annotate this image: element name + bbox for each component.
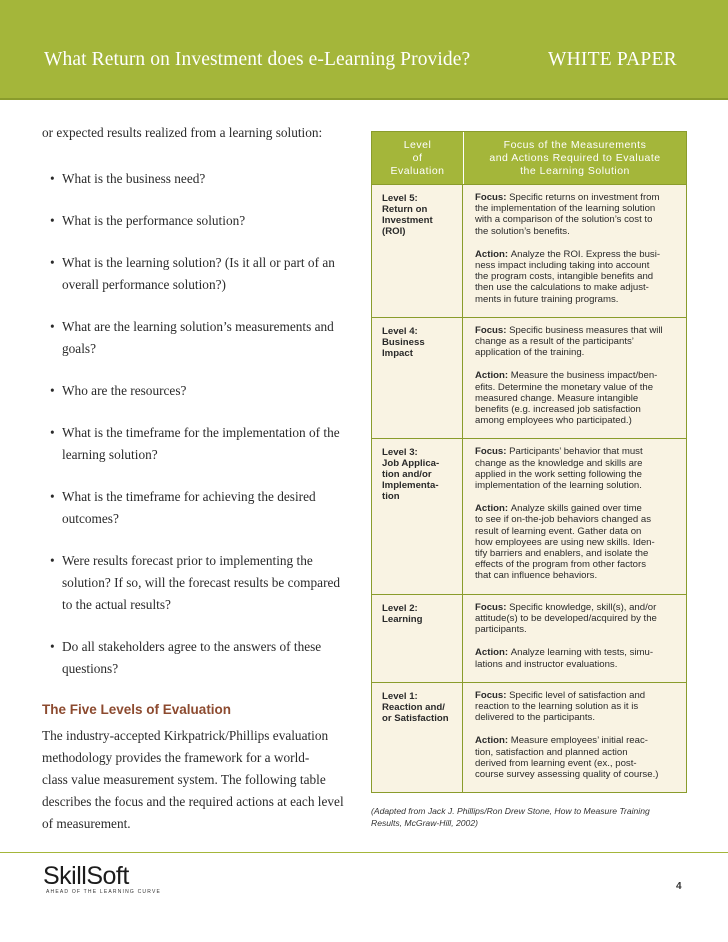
focus-text: with a comparison of the solution’s cost to — [475, 214, 653, 226]
action-text: that can influence behaviors. — [475, 570, 598, 582]
question-list-item — [42, 636, 360, 680]
level-text: Learning — [382, 613, 423, 625]
table-row — [372, 184, 686, 317]
question-list-item — [42, 486, 360, 530]
action-text: Measure the business impact/ben- — [510, 370, 658, 382]
table-header — [372, 132, 686, 184]
focus-text: Participants’ behavior that must — [509, 446, 643, 458]
question-text: solution? If so, will the forecast results be compared — [62, 575, 341, 590]
action-text: then use the calculations to make adjust- — [475, 282, 649, 294]
header-focus-and-actions — [464, 132, 686, 184]
action-text: Analyze learning with tests, simu- — [510, 647, 654, 659]
action-text: how employees are using new skills. Iden- — [475, 536, 655, 548]
action-text: measured change. Measure intangible — [475, 392, 639, 404]
level-cell — [372, 683, 463, 792]
level-text: Level 1: — [382, 690, 418, 702]
focus-text: application of the training. — [475, 347, 585, 359]
caption-text: Results, McGraw-Hill, 2002) — [371, 818, 478, 828]
document-type-label: WHITE PAPER — [548, 49, 677, 70]
bullet-point-icon: • — [50, 489, 55, 504]
question-text: outcomes? — [62, 511, 119, 526]
action-text: ments in future training programs. — [475, 293, 619, 305]
table-row — [372, 317, 686, 439]
level-text: (ROI) — [382, 226, 406, 237]
action-text: ness impact including taking into account — [475, 260, 650, 272]
question-text: learning solution? — [62, 447, 158, 462]
header-bar — [0, 0, 728, 100]
evaluation-levels-table — [371, 131, 687, 793]
action-text: efits. Determine the monetary value of the — [475, 381, 654, 393]
focus-paragraph — [475, 446, 680, 491]
header-text: of — [412, 152, 423, 164]
focus-text: Specific returns on investment from — [509, 192, 660, 203]
level-text: Investment — [382, 215, 433, 226]
focus-action-cell — [463, 439, 686, 593]
question-text: questions? — [62, 661, 119, 676]
level-text: Return on — [382, 204, 428, 215]
question-text: Were results forecast prior to implementing the — [62, 553, 313, 568]
header-level-of-evaluation — [372, 132, 464, 184]
focus-action-cell — [463, 318, 686, 439]
table-row — [372, 594, 686, 682]
action-text: among employees who participated.) — [475, 415, 632, 427]
header-divider — [0, 98, 728, 100]
intro-text: or expected results realized from a learning solution: — [42, 125, 323, 140]
question-text: What is the timeframe for the implementation of the — [62, 425, 340, 440]
section-body — [42, 725, 364, 835]
level-cell — [372, 318, 463, 439]
focus-text: Specific knowledge, skill(s), and/or — [509, 601, 657, 613]
section-body-line: methodology provides the framework for a world- — [42, 750, 310, 765]
question-text: Who are the resources? — [62, 383, 187, 398]
level-text: Level 5: — [382, 193, 418, 204]
focus-text: delivered to the participants. — [475, 712, 595, 724]
action-paragraph — [475, 249, 680, 305]
action-label: Action: — [475, 647, 511, 659]
action-text: tion, satisfaction and planned action — [475, 746, 628, 758]
action-paragraph — [475, 735, 680, 780]
focus-text: reaction to the learning solution as it is — [475, 700, 639, 712]
focus-action-cell — [463, 595, 686, 682]
question-list-item — [42, 422, 360, 466]
question-text: overall performance solution?) — [62, 277, 226, 292]
level-text: Level 3: — [382, 447, 418, 459]
question-list-item — [42, 316, 360, 360]
bullet-point-icon: • — [50, 383, 55, 398]
header-text: and Actions Required to Evaluate — [489, 152, 661, 164]
header-text: the Learning Solution — [520, 165, 630, 177]
focus-text: applied in the work setting following the — [475, 468, 642, 480]
caption-text: (Adapted from Jack J. Phillips/Ron Drew Stone, How to Measure Training — [371, 806, 650, 816]
action-paragraph — [475, 370, 680, 426]
question-text: goals? — [62, 341, 96, 356]
section-heading: The Five Levels of Evaluation — [42, 702, 232, 717]
level-text: tion and/or — [382, 469, 432, 481]
level-text: Level 4: — [382, 325, 418, 337]
question-text: What is the learning solution? (Is it all or part of an — [62, 255, 335, 270]
section-body-line: class value measurement system. The following table — [42, 772, 326, 787]
focus-label: Focus: — [475, 446, 510, 458]
action-text: derived from learning event (ex., post- — [475, 757, 637, 769]
action-label: Action: — [475, 735, 511, 747]
action-text: Analyze the ROI. Express the busi- — [510, 248, 661, 260]
level-text: tion — [382, 491, 400, 503]
action-text: the program costs, intangible benefits and — [475, 271, 654, 283]
focus-text: attitude(s) to be developed/acquired by the — [475, 612, 657, 624]
level-cell — [372, 185, 463, 317]
question-text: What is the business need? — [62, 171, 206, 186]
section-body-line: of measurement. — [42, 816, 131, 831]
action-text: Measure employees’ initial reac- — [510, 735, 648, 747]
action-text: tify barriers and enablers, and isolate the — [475, 548, 649, 560]
focus-action-cell — [463, 683, 686, 792]
header-text: Level — [403, 139, 432, 151]
focus-label: Focus: — [475, 192, 510, 203]
action-label: Action: — [475, 248, 511, 260]
focus-text: Specific level of satisfaction and — [509, 689, 646, 701]
question-text: What is the performance solution? — [62, 213, 246, 228]
page-number: 4 — [676, 881, 682, 892]
action-text: course survey assessing quality of course.) — [475, 768, 659, 780]
action-text: to see if on-the-job behaviors changed as — [475, 514, 651, 526]
focus-paragraph — [475, 192, 680, 237]
question-text: Do all stakeholders agree to the answers of these — [62, 639, 322, 654]
table-caption — [371, 805, 691, 829]
action-paragraph — [475, 647, 680, 669]
level-cell — [372, 439, 463, 593]
focus-text: participants. — [475, 624, 527, 636]
action-text: result of learning event. Gather data on — [475, 525, 642, 537]
action-text: effects of the program from other factors — [475, 559, 646, 571]
question-text: to the actual results? — [62, 597, 171, 612]
focus-text: change as a result of the participants’ — [475, 336, 634, 348]
level-text: Reaction and/ — [382, 701, 445, 713]
question-list-item — [42, 550, 360, 616]
level-cell — [372, 595, 463, 682]
table-row — [372, 438, 686, 593]
action-paragraph — [475, 503, 680, 581]
question-list — [42, 168, 360, 680]
document-title: What Return on Investment does e-Learning Provide? — [44, 49, 471, 70]
question-list-item — [42, 210, 360, 232]
header-text: Focus of the Measurements — [503, 139, 647, 151]
focus-label: Focus: — [475, 601, 510, 613]
focus-paragraph — [475, 690, 680, 724]
section-body-line: describes the focus and the required actions at each level — [42, 794, 344, 809]
question-list-item — [42, 380, 360, 402]
question-text: What are the learning solution’s measurements and — [62, 319, 334, 334]
bullet-point-icon: • — [50, 553, 55, 568]
bullet-point-icon: • — [50, 213, 55, 228]
level-text: Implementa- — [382, 480, 439, 492]
action-text: Analyze skills gained over time — [510, 503, 642, 515]
bullet-point-icon: • — [50, 171, 55, 186]
question-text: What is the timeframe for achieving the desired — [62, 489, 316, 504]
action-text: lations and instructor evaluations. — [475, 658, 618, 670]
bullet-point-icon: • — [50, 319, 55, 334]
question-list-item — [42, 252, 360, 296]
focus-text: Specific business measures that will — [509, 324, 663, 336]
focus-text: change as the knowledge and skills are — [475, 457, 643, 469]
focus-text: implementation of the learning solution. — [475, 480, 642, 492]
focus-label: Focus: — [475, 324, 510, 336]
table-row — [372, 682, 686, 792]
focus-action-cell — [463, 185, 686, 317]
focus-label: Focus: — [475, 689, 510, 701]
focus-paragraph — [475, 325, 680, 359]
header-text: Evaluation — [390, 165, 445, 177]
question-list-item — [42, 168, 360, 190]
focus-text: the implementation of the learning solution — [475, 203, 656, 215]
action-label: Action: — [475, 370, 511, 382]
action-text: benefits (e.g. increased job satisfaction — [475, 404, 641, 416]
level-text: Level 2: — [382, 602, 418, 614]
level-text: Job Applica- — [382, 458, 440, 470]
logo-tagline: AHEAD OF THE LEARNING CURVE — [46, 889, 162, 895]
focus-paragraph — [475, 602, 680, 636]
bullet-point-icon: • — [50, 639, 55, 654]
action-label: Action: — [475, 503, 511, 515]
skillsoft-logo: SkillSoft — [43, 862, 129, 890]
bullet-point-icon: • — [50, 425, 55, 440]
level-text: Business — [382, 336, 425, 348]
focus-text: the solution’s benefits. — [475, 225, 570, 237]
level-text: or Satisfaction — [382, 712, 449, 724]
bullet-point-icon: • — [50, 255, 55, 270]
footer-divider — [0, 852, 728, 853]
level-text: Impact — [382, 347, 413, 359]
section-body-line: The industry-accepted Kirkpatrick/Phillips evaluation — [42, 728, 329, 743]
